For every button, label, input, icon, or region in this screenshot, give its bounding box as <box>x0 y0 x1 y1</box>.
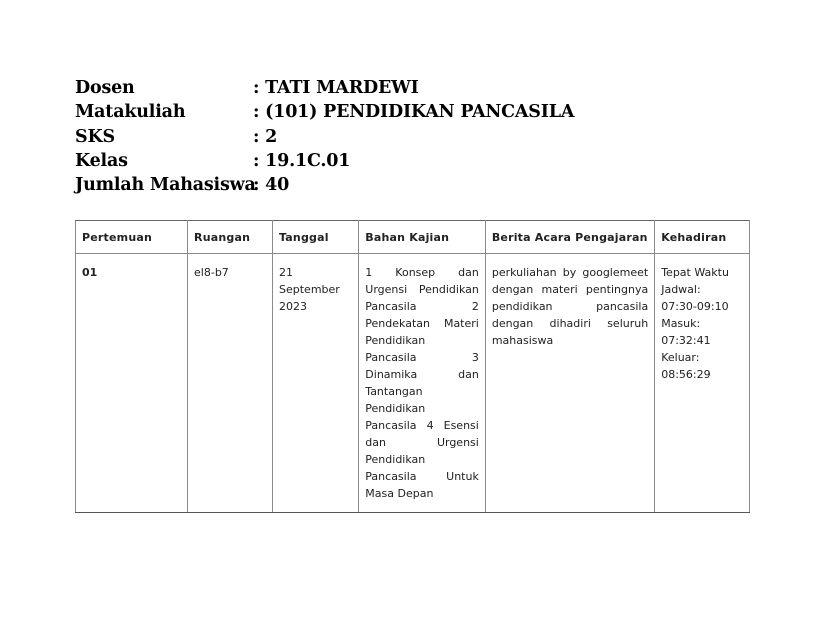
kehadiran-keluar: 08:56:29 <box>661 368 711 381</box>
header-kehadiran: Kehadiran <box>655 221 750 254</box>
kehadiran-masuk-label: Masuk: <box>661 317 701 330</box>
cell-tanggal: 21 September 2023 <box>273 254 359 513</box>
table-row <box>76 254 750 513</box>
header-ruangan: Ruangan <box>188 221 273 254</box>
header-pertemuan: Pertemuan <box>76 221 188 254</box>
info-label: SKS <box>75 126 115 147</box>
kehadiran-status: Tepat Waktu <box>661 266 729 279</box>
info-value: : (101) PENDIDIKAN PANCASILA <box>253 102 575 123</box>
cell-ruangan: el8-b7 <box>188 254 273 513</box>
cell-pertemuan: 01 <box>76 254 188 513</box>
info-label: Jumlah Mahasiswa <box>75 175 256 196</box>
course-info <box>75 76 574 197</box>
info-value: : 2 <box>253 126 278 147</box>
info-row-sks <box>75 125 574 149</box>
kehadiran-masuk: 07:32:41 <box>661 334 711 347</box>
info-row-dosen <box>75 76 574 100</box>
kehadiran-jadwal-label: Jadwal: <box>661 283 701 296</box>
info-row-kelas <box>75 149 574 173</box>
header-tanggal: Tanggal <box>273 221 359 254</box>
kehadiran-keluar-label: Keluar: <box>661 351 700 364</box>
cell-berita-acara: perkuliahan by googlemeet dengan materi pentingnya pendidikan pancasila dengan dihadiri seluruh mahasiswa <box>485 254 654 513</box>
info-value: : 40 <box>253 175 290 196</box>
info-value: : TATI MARDEWI <box>253 78 419 98</box>
info-row-jumlah-mahasiswa <box>75 173 574 197</box>
kehadiran-jadwal: 07:30-09:10 <box>661 300 729 313</box>
header-bahan-kajian: Bahan Kajian <box>359 221 486 254</box>
info-row-matakuliah <box>75 100 574 124</box>
info-label: Kelas <box>75 150 128 171</box>
header-berita-acara: Berita Acara Pengajaran <box>485 221 654 254</box>
attendance-table <box>75 220 750 513</box>
cell-kehadiran <box>655 254 750 513</box>
table-header-row <box>76 221 750 254</box>
info-label: Matakuliah <box>75 102 186 123</box>
info-label: Dosen <box>75 78 135 98</box>
cell-bahan-kajian: 1 Konsep dan Urgensi Pendidikan Pancasila 2 Pendekatan Materi Pendidikan Pancasila 3 Dinamika dan Tantangan Pendidikan Pancasila 4 Esensi dan Urgensi Pendidikan Pancasila Untuk Masa Depan <box>359 254 486 513</box>
info-value: : 19.1C.01 <box>253 150 351 171</box>
